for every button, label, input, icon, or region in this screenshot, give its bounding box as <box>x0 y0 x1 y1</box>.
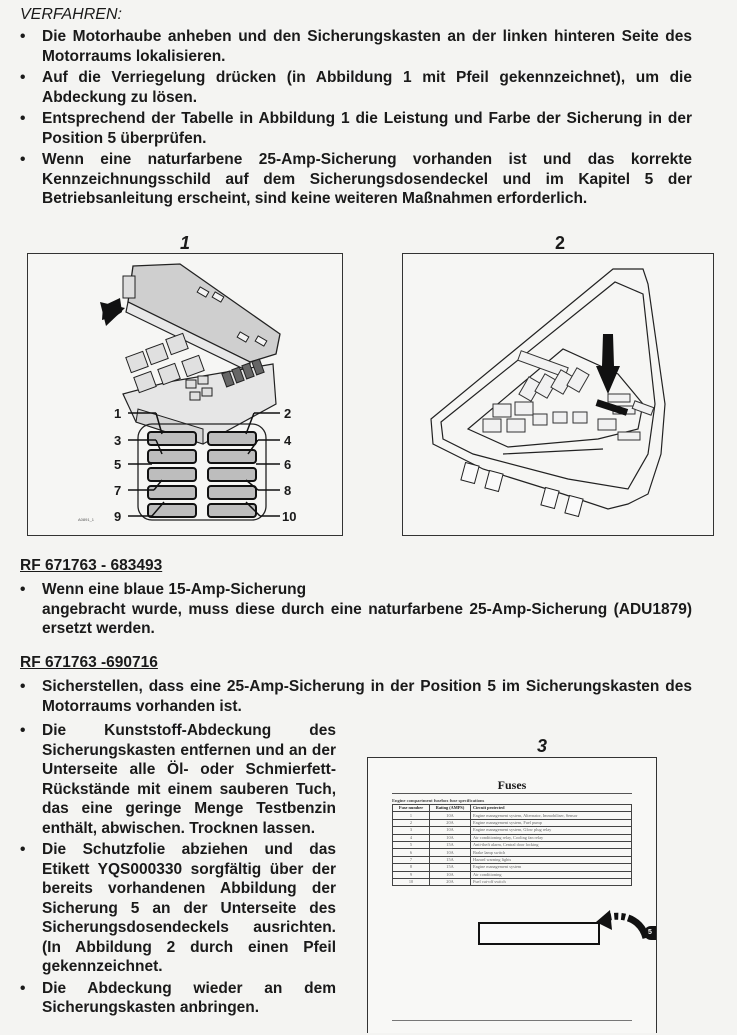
table-row <box>393 834 632 841</box>
circuit-protected: Engine management system <box>471 864 632 871</box>
footer-rule <box>392 1020 632 1021</box>
rf-section-2-left-step: • Die Schutzfolie abziehen und das Etikett YQS000330 sorgfältig über der bereits vorhandenen Abbildung der Sicherung 5 an der Unterseite des Sicherungsdosendeckels ausrichten. (In Abbildung 2 durch einen Pfeil gekennzeichnet. <box>20 840 336 977</box>
rf-section-2-step: • Sicherstellen, dass eine 25-Amp-Sicherung in der Position 5 im Sicherungskasten des Motorraums vorhanden ist. <box>20 677 692 716</box>
circuit-protected: Engine management system, Alternator, Immobiliser, Sensor <box>471 812 632 819</box>
rf-section-1-step: • Wenn eine blaue 15-Amp-Sicherung angebracht wurde, muss diese durch eine naturfarbene 25-Amp-Sicherung (ADU1879) ersetzt werden. <box>20 580 692 639</box>
fuse-rating: 10A <box>430 849 471 856</box>
procedure-step: • Auf die Verriegelung drücken (in Abbildung 1 mit Pfeil gekennzeichnet), um die Abdeckung zu lösen. <box>20 68 692 107</box>
circuit-protected: Brake lamp switch <box>471 849 632 856</box>
table-row <box>393 827 632 834</box>
fuse-position-2-label: 2 <box>284 406 292 421</box>
table-caption: Engine compartment fusebox fuse specifications <box>392 798 485 803</box>
table-row <box>393 864 632 871</box>
circuit-protected: Air conditioning <box>471 871 632 878</box>
fuse-position-8-label: 8 <box>284 483 292 498</box>
fuse-position-7-label: 7 <box>114 483 122 498</box>
fuse-number: 1 <box>393 812 430 819</box>
figure-1-label: 1 <box>179 233 190 253</box>
rf-section-2-left-step: • Die Abdeckung wieder an dem Sicherungskasten anbringen. <box>20 979 336 1018</box>
fuse-rating: 10A <box>430 812 471 819</box>
figure-2-label: 2 <box>554 233 565 253</box>
rf-section-1-title: RF 671763 - 683493 <box>20 557 163 574</box>
fuse-number: 7 <box>393 856 430 863</box>
fuse-rating: 10A <box>430 834 471 841</box>
fusebox-cover-underside-icon <box>403 254 713 535</box>
rf-section-1-steps <box>20 580 692 641</box>
fuse-rating: 15A <box>430 841 471 848</box>
title-rule <box>392 793 632 794</box>
circuit-protected: Fuel cut-off switch <box>471 878 632 885</box>
fuse-rating: 10A <box>430 871 471 878</box>
rf-section-2-left-step: • Die Kunststoff-Abdeckung des Sicherungskasten entfernen und an der Unterseite alle Öl- oder Schmierfett-Rückstände mit einem sauberen Tuch, das eine geringe Menge Testbenzin enthält, abwischen. Trocknen lassen. <box>20 721 336 838</box>
table-header-row <box>393 805 632 812</box>
fuse-position-4-label: 4 <box>284 433 292 448</box>
table-row <box>393 819 632 826</box>
figure-1-fusebox-illustration <box>27 253 343 536</box>
fuse-number: 9 <box>393 871 430 878</box>
circuit-protected: Engine management system, Glow plug relay <box>471 827 632 834</box>
figure-3-manual-page <box>367 757 657 1033</box>
fusebox-open-lid-icon <box>28 254 342 535</box>
page-tab-marker: 5 <box>644 926 656 940</box>
fuse-number: 5 <box>393 841 430 848</box>
fuse-number: 10 <box>393 878 430 885</box>
fuse-position-3-label: 3 <box>114 433 122 448</box>
rf-section-2-steps <box>20 677 692 718</box>
column-header: Circuit protected <box>471 805 632 812</box>
figure-3-label: 3 <box>536 736 547 756</box>
fuse-number: 2 <box>393 819 430 826</box>
table-row <box>393 871 632 878</box>
circuit-protected: Air conditioning relay, Cooling fan relay <box>471 834 632 841</box>
column-header: Rating (AMPS) <box>430 805 471 812</box>
procedure-step: • Wenn eine naturfarbene 25-Amp-Sicherung vorhanden ist und das korrekte Kennzeichnungsschild auf dem Sicherungsdosendeckel und im Kapitel 5 der Betriebsanleitung erscheint, sind keine weiteren Maßnahmen erforderlich. <box>20 150 692 209</box>
fuse-position-9-label: 9 <box>114 509 122 524</box>
fuse-position-5-label: 5 <box>114 457 122 472</box>
manual-page-title: Fuses <box>497 778 527 792</box>
circuit-protected: Hazard warning lights <box>471 856 632 863</box>
fuse-rating: 15A <box>430 864 471 871</box>
table-row <box>393 849 632 856</box>
fuse-number: 3 <box>393 827 430 834</box>
fuse-rating: 20A <box>430 878 471 885</box>
table-row <box>393 856 632 863</box>
circuit-protected: Engine management system, Fuel pump <box>471 819 632 826</box>
table-row <box>393 841 632 848</box>
rf-section-2-left-steps <box>20 721 336 1020</box>
procedure-step: • Entsprechend der Tabelle in Abbildung 1 die Leistung und Farbe der Sicherung in der Position 5 überprüfen. <box>20 109 692 148</box>
fuse-number: 4 <box>393 834 430 841</box>
column-header: Fuse number <box>393 805 430 812</box>
rf-section-2-title: RF 671763 -690716 <box>20 654 158 671</box>
procedure-steps-list <box>20 27 692 211</box>
fuse-spec-table <box>392 804 632 886</box>
fuse-position-10-label: 10 <box>282 509 297 524</box>
figure-1-ref-code: A0891_1 <box>78 517 95 522</box>
table-row <box>393 878 632 885</box>
circuit-protected: Anti-theft alarm, Central door locking <box>471 841 632 848</box>
fuse-rating: 10A <box>430 827 471 834</box>
procedure-step: • Die Motorhaube anheben und den Sicherungskasten an der linken hinteren Seite des Motorraums lokalisieren. <box>20 27 692 66</box>
fuse-number: 8 <box>393 864 430 871</box>
fuse-number: 6 <box>393 849 430 856</box>
table-row <box>393 812 632 819</box>
fuse-position-6-label: 6 <box>284 457 292 472</box>
procedure-heading: VERFAHREN: <box>20 6 122 23</box>
fuse-position-1-label: 1 <box>114 406 122 421</box>
fuse-rating: 20A <box>430 819 471 826</box>
figure-2-fusebox-cover-illustration <box>402 253 714 536</box>
fuse-rating: 15A <box>430 856 471 863</box>
label-placement-box <box>478 922 600 945</box>
